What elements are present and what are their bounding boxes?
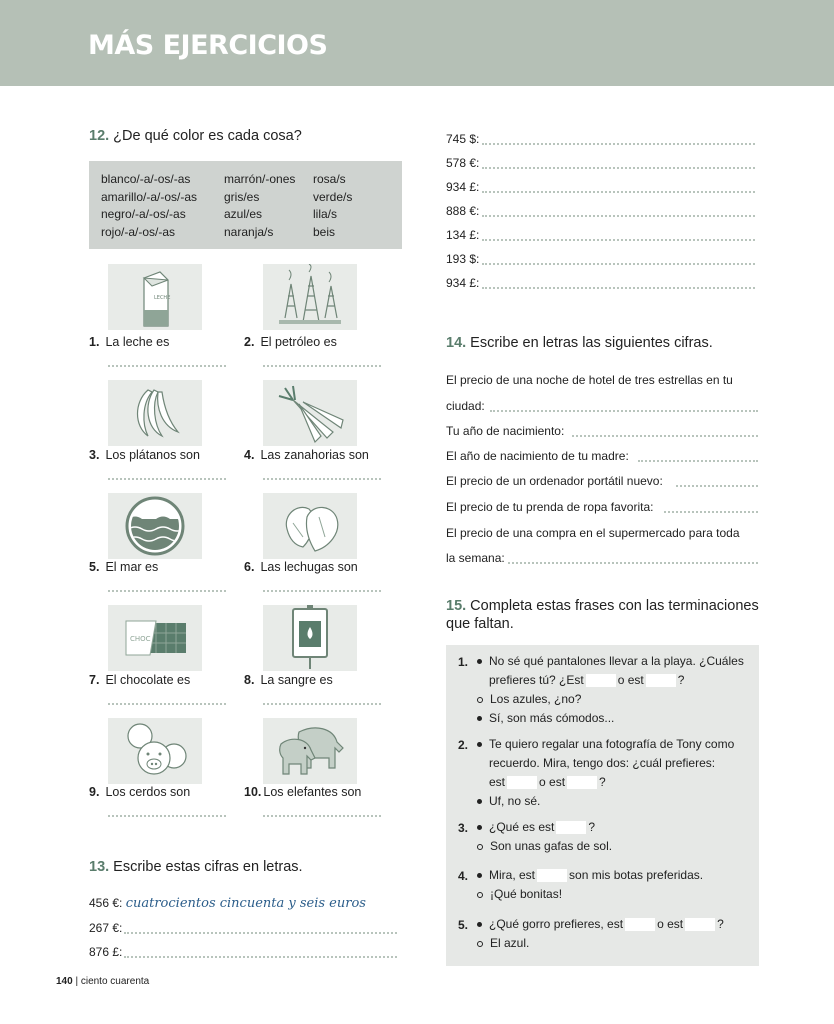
ex13-row-2: 267 €: [89, 921, 123, 935]
blank-input[interactable] [646, 674, 676, 687]
blank-input[interactable] [556, 821, 586, 834]
ex14-answer-laptop[interactable] [676, 485, 758, 487]
page-title: MÁS EJERCICIOS [88, 30, 328, 61]
blank-input[interactable] [625, 918, 655, 931]
handwritten-answer: cuatrocientos cincuenta y seis euros [125, 896, 366, 911]
vocab-col-1: blanco/-a/-os/-as amarillo/-a/-os/-as negro/-a/-os/-as rojo/-a/-os/-as [101, 172, 198, 239]
bananas-icon [108, 380, 202, 446]
ex14-title: 14. Escribe en letras las siguientes cifras. [446, 335, 713, 351]
ex13-cont-line-4[interactable] [482, 215, 755, 217]
ex13-cont-line-7[interactable] [482, 287, 755, 289]
dialogue-4-number: 4. [458, 869, 469, 883]
ex14-answer-city[interactable] [490, 410, 758, 412]
ex14-line-7: El precio de una compra en el supermercado para toda [446, 526, 740, 540]
vocab-col-3: rosa/s verde/s lila/s beis [313, 172, 353, 239]
ex13-answer-line-3[interactable] [124, 956, 397, 958]
item-10-caption: 10. Los elefantes son [244, 785, 362, 799]
answer-line-4[interactable] [263, 478, 381, 480]
ex13-cont-line-5[interactable] [482, 239, 755, 241]
item-6-caption: 6. Las lechugas son [244, 560, 358, 574]
item-9-caption: 9. Los cerdos son [89, 785, 191, 799]
dialogue-3: ¿Qué es est ? Son unas gafas de sol. [477, 818, 612, 856]
page-footer: 140 | ciento cuarenta [56, 976, 150, 987]
dialogue-5-number: 5. [458, 918, 469, 932]
dialogue-1-number: 1. [458, 655, 469, 669]
ex12-title: 12. ¿De qué color es cada cosa? [89, 128, 302, 144]
answer-line-9[interactable] [108, 815, 226, 817]
ex13-cont-line-3[interactable] [482, 191, 755, 193]
ex14-line-6: El precio de tu prenda de ropa favorita: [446, 500, 654, 514]
ex13-cont-row-5: 134 £: [446, 228, 480, 242]
item-7-caption: 7. El chocolate es [89, 673, 191, 687]
chocolate-bar-icon [108, 605, 202, 671]
ex13-cont-row-4: 888 €: [446, 204, 480, 218]
answer-line-2[interactable] [263, 365, 381, 367]
ex14-line-1: El precio de una noche de hotel de tres estrellas en tu [446, 373, 733, 387]
dialogue-5: ¿Qué gorro prefieres, est o est ? El azul. [477, 915, 724, 953]
answer-line-10[interactable] [263, 815, 381, 817]
answer-line-5[interactable] [108, 590, 226, 592]
ex14-line-3: Tu año de nacimiento: [446, 424, 565, 438]
blank-input[interactable] [507, 776, 537, 789]
item-2-caption: 2. El petróleo es [244, 335, 337, 349]
answer-line-8[interactable] [263, 703, 381, 705]
item-3-caption: 3. Los plátanos son [89, 448, 200, 462]
ex14-line-5: El precio de un ordenador portátil nuevo: [446, 474, 663, 488]
elephants-icon [263, 718, 357, 784]
blank-input[interactable] [685, 918, 715, 931]
ex13-cont-row-3: 934 £: [446, 180, 480, 194]
dialogue-2: Te quiero regalar una fotografía de Tony como recuerdo. Mira, tengo dos: ¿cuál prefieres: est o est ? Uf, no sé. [477, 735, 734, 811]
item-8-caption: 8. La sangre es [244, 673, 333, 687]
ex13-answer-line-2[interactable] [124, 932, 397, 934]
ex13-cont-line-1[interactable] [482, 143, 755, 145]
ex14-answer-supermarket[interactable] [508, 562, 758, 564]
answer-line-7[interactable] [108, 703, 226, 705]
ex13-title: 13. Escribe estas cifras en letras. [89, 859, 303, 875]
answer-line-1[interactable] [108, 365, 226, 367]
ex14-line-2: ciudad: [446, 399, 485, 413]
ex13-cont-row-1: 745 $: [446, 132, 480, 146]
blank-input[interactable] [586, 674, 616, 687]
vocab-col-2: marrón/-ones gris/es azul/es naranja/s [224, 172, 296, 239]
ex15-title: 15. Completa estas frases con las terminaciones que faltan. [446, 598, 759, 632]
page-header [0, 0, 834, 86]
oil-derrick-icon [263, 264, 357, 330]
ex13-cont-row-2: 578 €: [446, 156, 480, 170]
ex14-answer-clothes[interactable] [664, 511, 758, 513]
svg-text:CHOC: CHOC [130, 635, 151, 643]
milk-carton-icon [108, 264, 202, 330]
svg-text:LECHE: LECHE [154, 295, 171, 301]
dialogue-1: No sé qué pantalones llevar a la playa. ¿Cuáles prefieres tú? ¿Est o est ? Los azules, ¿no? Sí, son más cómodos... [477, 652, 744, 728]
ex13-cont-row-7: 934 £: [446, 276, 480, 290]
dialogue-4: Mira, est son mis botas preferidas. ¡Qué bonitas! [477, 866, 703, 904]
item-1-caption: 1. La leche es [89, 335, 170, 349]
ex14-line-8: la semana: [446, 551, 505, 565]
ex13-row-3: 876 £: [89, 945, 123, 959]
dialogue-3-number: 3. [458, 821, 469, 835]
ex13-cont-line-6[interactable] [482, 263, 755, 265]
blood-bag-icon [263, 605, 357, 671]
page-number: 140 [56, 976, 73, 987]
ex13-cont-line-2[interactable] [482, 167, 755, 169]
pigs-icon [108, 718, 202, 784]
item-5-caption: 5. El mar es [89, 560, 159, 574]
ex14-line-4: El año de nacimiento de tu madre: [446, 449, 629, 463]
dialogue-2-number: 2. [458, 738, 469, 752]
lettuce-icon [263, 493, 357, 559]
ex14-answer-birth-year[interactable] [572, 435, 758, 437]
sea-icon [108, 493, 202, 559]
color-vocab-box [89, 161, 402, 249]
ex13-cont-row-6: 193 $: [446, 252, 480, 266]
ex14-answer-mother-year[interactable] [638, 460, 758, 462]
blank-input[interactable] [537, 869, 567, 882]
carrots-icon [263, 380, 357, 446]
answer-line-6[interactable] [263, 590, 381, 592]
ex13-row-1: 456 €: cuatrocientos cincuenta y seis euros [89, 896, 366, 911]
item-4-caption: 4. Las zanahorias son [244, 448, 369, 462]
answer-line-3[interactable] [108, 478, 226, 480]
blank-input[interactable] [567, 776, 597, 789]
